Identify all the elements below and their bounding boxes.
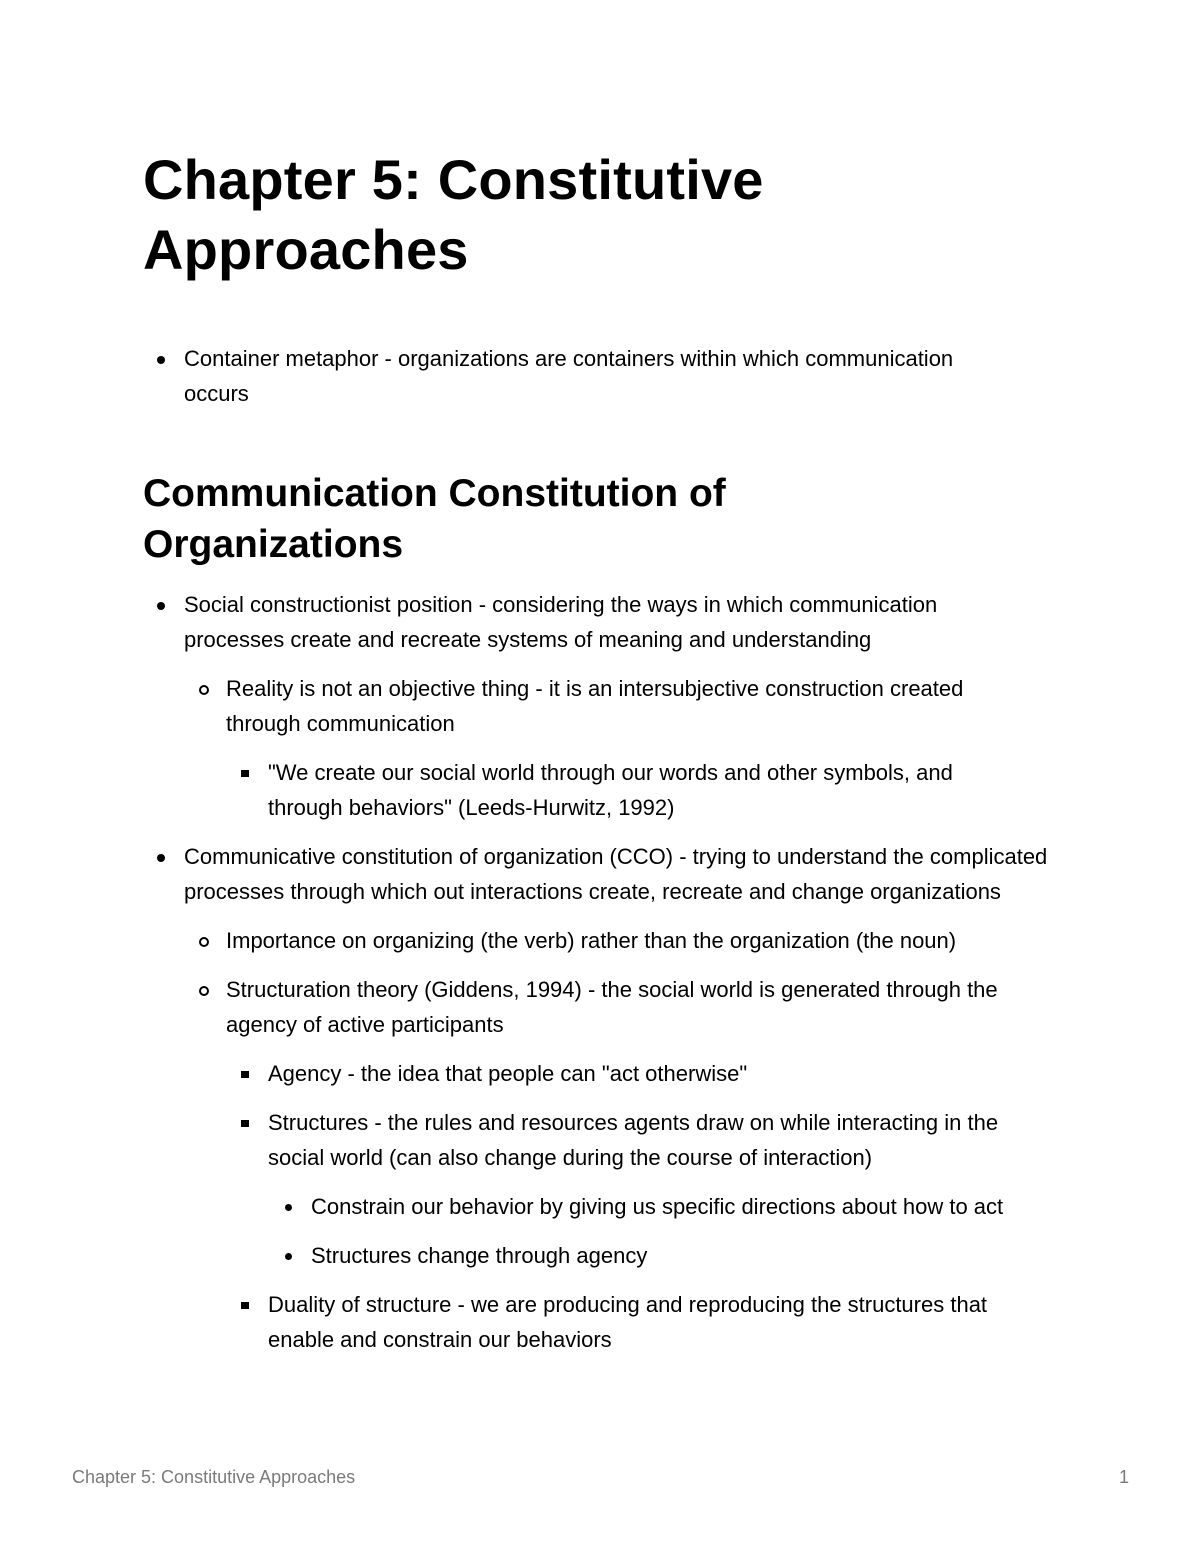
list-item-text: Structures - the rules and resources agents draw on while interacting in the social world (can also change during the course of interaction) (268, 1110, 999, 1170)
list-item-text: Reality is not an objective thing - it is an intersubjective construction created through communication (226, 676, 964, 736)
section-list (143, 587, 1063, 1357)
bullet-disc-icon (157, 854, 165, 862)
bullet-disc-icon (285, 1253, 292, 1260)
page-title: Chapter 5: Constitutive Approaches (143, 148, 764, 281)
footer-title: Chapter 5: Constitutive Approaches (72, 1467, 356, 1487)
bullet-square-icon (241, 770, 249, 777)
intro-list (143, 341, 1063, 411)
list-item (184, 587, 1004, 657)
list-item-text: Duality of structure - we are producing and reproducing the structures that enable and constrain our behaviors (268, 1292, 988, 1352)
bullet-disc-icon (157, 602, 165, 610)
list-item-text: Agency - the idea that people can "act otherwise" (268, 1061, 748, 1086)
bullet-circle-icon (199, 986, 209, 996)
bullet-square-icon (241, 1302, 249, 1309)
list-item-text: Structuration theory (Giddens, 1994) - the social world is generated through the agency of active participants (226, 977, 998, 1037)
list-item-text: "We create our social world through our words and other symbols, and through behaviors" (Leeds-Hurwitz, 1992) (268, 760, 953, 820)
list-item (226, 972, 1056, 1042)
bullet-disc-icon (157, 356, 165, 364)
list-item (311, 1238, 1061, 1273)
document-body (143, 145, 1063, 1357)
list-item (268, 1287, 1058, 1357)
bullet-square-icon (241, 1071, 249, 1078)
bullet-circle-icon (199, 685, 209, 695)
list-item-text: Importance on organizing (the verb) rather than the organization (the noun) (226, 928, 957, 953)
list-item (268, 1056, 1058, 1091)
list-item-text: Structures change through agency (311, 1243, 648, 1268)
list-item (226, 671, 1026, 741)
bullet-square-icon (241, 1120, 249, 1127)
list-item (268, 755, 1013, 825)
list-item-text: Constrain our behavior by giving us specific directions about how to act (311, 1194, 1004, 1219)
list-item (184, 341, 1024, 411)
bullet-disc-icon (285, 1204, 292, 1211)
list-item-text: Communicative constitution of organization (CCO) - trying to understand the complicated processes through which out interactions create, recreate and change organizations (184, 844, 1048, 904)
bullet-circle-icon (199, 937, 209, 947)
page-number: 1 (1119, 1467, 1130, 1487)
list-item (184, 839, 1064, 909)
list-item (226, 923, 1056, 958)
list-item-text: Container metaphor - organizations are containers within which communication occurs (184, 346, 954, 406)
list-item (311, 1189, 1061, 1224)
list-item (268, 1105, 1058, 1175)
list-item-text: Social constructionist position - considering the ways in which communication processes create and recreate systems of meaning and understanding (184, 592, 938, 652)
section-heading: Communication Constitution of Organizations (143, 472, 726, 566)
